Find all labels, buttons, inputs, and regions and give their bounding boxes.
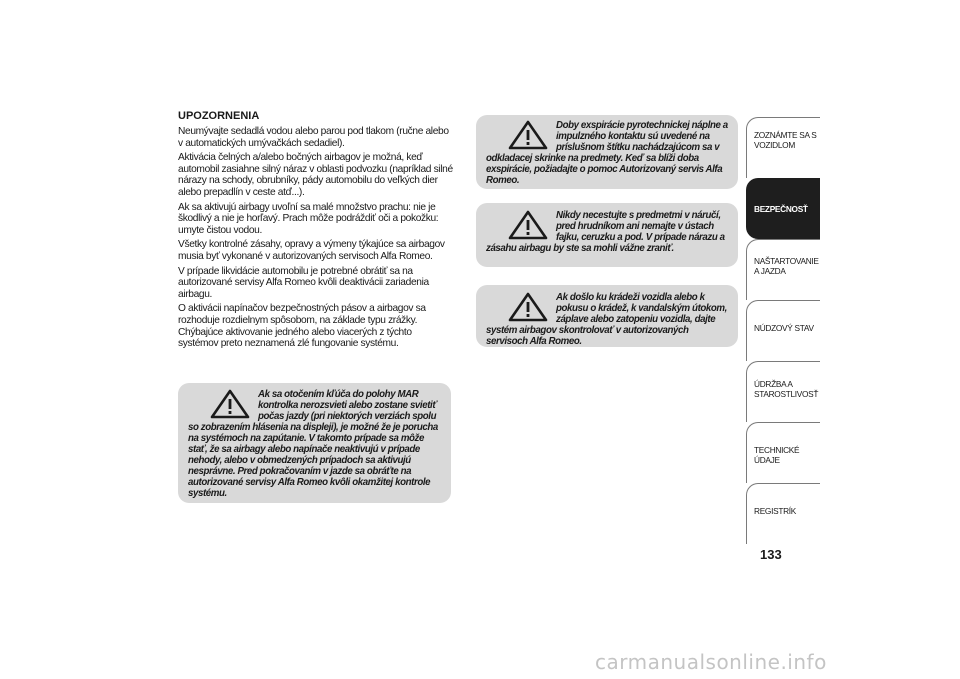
tab-label: ZOZNÁMTE SA S VOZIDLOM [754,130,817,150]
paragraph-4: Všetky kontrolné zásahy, opravy a výmeny týkajúce sa airbagov musia byť vykonané v autorizovaných servisoch Alfa Romeo. [178,239,445,262]
tab-technicke-udaje[interactable] [746,422,820,483]
tab-label: NAŠTARTOVANIE A JAZDA [754,256,819,276]
paragraph-6: O aktivácii napínačov bezpečnostných pásov a airbagov sa rozhoduje rozdielnym spôsobom, na základe typu zrážky. Chýbajúce aktivovanie jedného alebo viacerých z týchto systémov preto neznamená zlé fungovanie systému. [178,303,426,350]
warning-text-theft-flood: Ak došlo ku krádeži vozidla alebo k pokusu o krádež, k vandalským útokom, záplave alebo zatopeniu vozidla, dajte systém airbagov skontrolovať v autorizovaných servisoch Alfa Romeo. [486,292,727,347]
tab-label: NÚDZOVÝ STAV [754,323,814,333]
paragraph-5: V prípade likvidácie automobilu je potrebné obrátiť sa na autorizované servisy Alfa Romeo kvôli deaktivácii zariadenia airbagu. [178,265,429,300]
warnings-section [178,110,453,353]
warning-box-airbag-lamp [178,383,451,503]
tab-zoznamte-sa-s-vozidlom[interactable] [746,117,820,178]
tab-nastartovanie-a-jazda[interactable] [746,239,820,300]
warning-text-airbag-lamp: Ak sa otočením kľúča do polohy MAR kontrolka nerozsvieti alebo zostane svietiť počas jazdy (pri niektorých verziách spolu so zobrazením hlásenia na displeji), je možné že je porucha na systémoch na zapútanie. V takomto prípade sa môže stať, že sa airbagy alebo napínače neaktivujú v prípade nehody, alebo v obmedzených prípadoch sa aktivujú nesprávne. Pred pokračovaním v jazde sa obráťte na autorizované servisy Alfa Romeo kvôli okamžitej kontrole systému. [188,389,438,499]
warning-box-theft-flood [476,285,738,347]
tab-label: BEZPEČNOSŤ [754,204,808,214]
tab-label: ÚDRŽBA A STAROSTLIVOSŤ [754,379,819,399]
warning-text-pyrotechnic-expiry: Doby exspirácie pyrotechnickej náplne a impulzného kontaktu sú uvedené na príslušnom štítku nachádzajúcom sa v odkladacej skrinke na predmety. Keď sa blíži doba exspirácie, požiadajte o pomoc Autorizovaný servis Alfa Romeo. [486,120,728,186]
tab-nudzovy-stav[interactable] [746,300,820,361]
tab-registrik[interactable] [746,483,820,544]
chapter-sidebar [746,117,820,544]
warning-triangle-icon [508,210,548,240]
tab-udrzba-a-starostlivost[interactable] [746,361,820,422]
warning-box-objects-in-arms [476,203,738,267]
paragraph-2: Aktivácia čelných a/alebo bočných airbagov je možná, keď automobil zasiahne silný náraz v oblasti podvozku (napríklad silné nárazy na schody, obrubníky, pády automobilu do veľkých dier alebo prepadlín v ceste atď...). [178,152,453,198]
warning-triangle-icon [508,292,548,322]
tab-label: REGISTRÍK [754,506,797,516]
tab-bezpecnost[interactable] [746,178,820,239]
warning-text-objects-in-arms: Nikdy necestujte s predmetmi v náručí, pred hrudníkom ani nemajte v ústach fajku, ceruzku a pod. V prípade nárazu a zásahu airbagu by ste sa mohli vážne zraniť. [486,210,725,254]
warning-triangle-icon [210,389,250,419]
warning-triangle-icon [508,120,548,150]
warning-box-pyrotechnic-expiry [476,115,738,189]
section-heading: UPOZORNENIA [178,110,260,122]
page-number: 133 [760,547,782,562]
watermark: carmanualsonline.info [595,650,827,674]
paragraph-1: Neumývajte sedadlá vodou alebo parou pod tlakom (ručne alebo v automatických umývačkách sedadiel). [178,126,449,149]
tab-label: TECHNICKÉ ÚDAJE [754,445,800,465]
paragraph-3: Ak sa aktivujú airbagy uvoľní sa malé množstvo prachu: nie je škodlivý a nie je horľavý. Prach môže podráždiť oči a pokožku: umyte čistou vodou. [178,201,439,236]
